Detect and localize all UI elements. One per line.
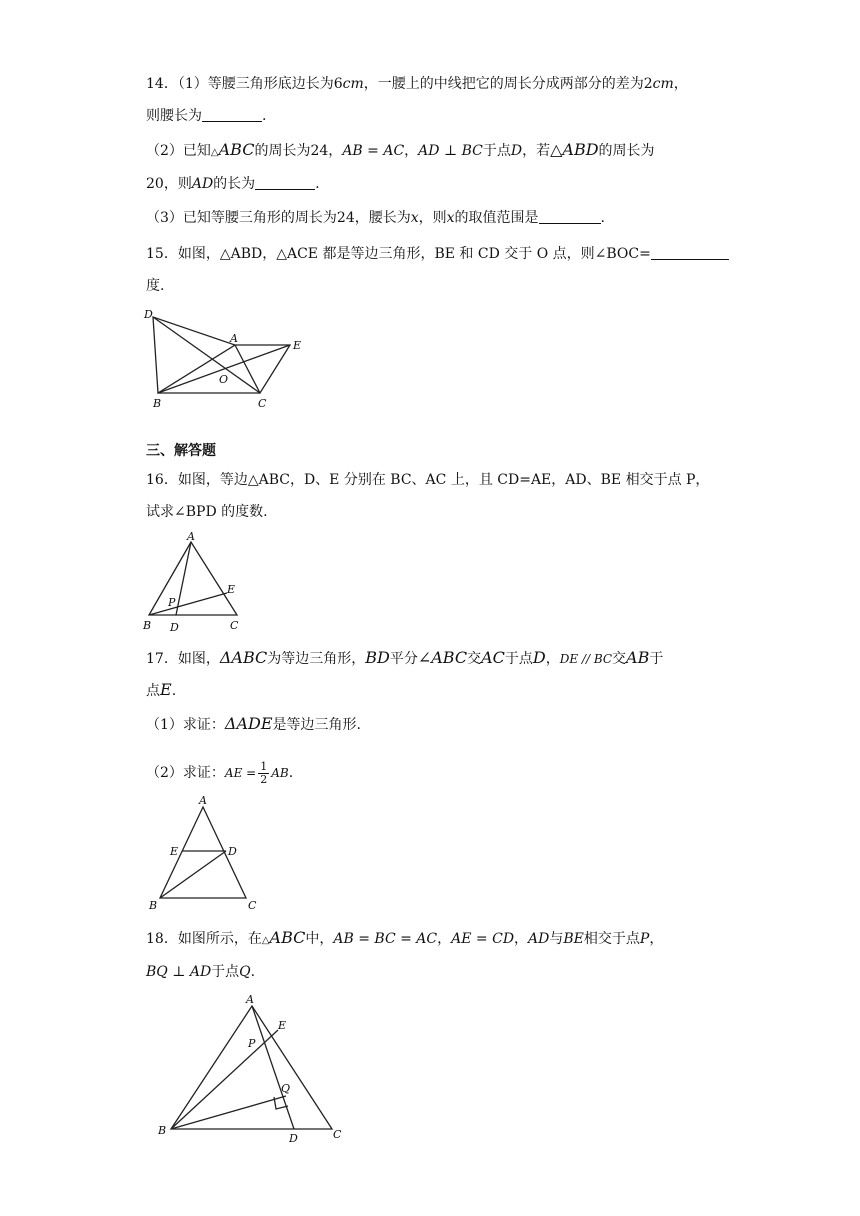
label-C: C	[258, 397, 267, 410]
label-E: E	[278, 1019, 287, 1032]
q14-line-4: 20，则AD的长为 .	[146, 176, 320, 192]
q18-line-1: 18．如图所示，在△ABC中，AB = BC = AC，AE = CD，AD与BE相交于点P，	[146, 928, 664, 947]
answer-blank[interactable]	[255, 175, 315, 190]
label-B: B	[158, 1124, 167, 1137]
q17-line-2: 点E.	[146, 680, 177, 699]
label-E: E	[170, 845, 179, 858]
q14-line-5: （3）已知等腰三角形的周长为24，腰长为x，则x的取值范围是 .	[146, 210, 605, 226]
q16-line-2: 试求∠BPD 的度数.	[146, 504, 268, 520]
q17-line-1: 17．如图，ΔABC为等边三角形，BD平分∠ABC交AC于点D，DE // BC交AB于	[146, 648, 664, 667]
label-O: O	[219, 373, 229, 386]
label-A: A	[230, 332, 238, 345]
answer-blank[interactable]	[539, 209, 601, 224]
label-C: C	[248, 899, 257, 912]
label-P: P	[168, 596, 176, 609]
label-D: D	[170, 621, 179, 634]
label-A: A	[246, 993, 254, 1006]
q15-line-2: 度.	[146, 278, 165, 294]
q17-line-4: （2）求证：AE = $\frac{1}{2}$ AB.	[146, 759, 294, 786]
label-E: E	[293, 339, 302, 352]
q15-line-1: 15．如图，△ABD，△ACE 都是等边三角形，BE 和 CD 交于 O 点，则∠BOC=	[146, 244, 729, 264]
answer-blank[interactable]	[202, 107, 262, 122]
label-E: E	[227, 583, 236, 596]
label-P: P	[248, 1037, 256, 1050]
label-Q: Q	[281, 1082, 291, 1095]
q14-line-3: （2）已知△ABC的周长为24，AB = AC，AD ⊥ BC于点D，若△ABD的周长为	[146, 140, 655, 159]
q14-line-2: 则腰长为 .	[146, 108, 267, 124]
q17-figure	[140, 792, 270, 914]
q14-line-1: 14．（1）等腰三角形底边长为6cm，一腰上的中线把它的周长分成两部分的差为2cm，	[146, 76, 688, 92]
label-B: B	[143, 619, 152, 632]
label-D: D	[144, 308, 153, 321]
q18-line-2: BQ ⊥ AD于点Q.	[146, 964, 256, 980]
label-B: B	[153, 397, 162, 410]
fraction-one-half: $\frac{1}{2}$	[260, 759, 268, 786]
label-A: A	[199, 794, 207, 807]
label-A: A	[187, 530, 195, 543]
label-B: B	[149, 899, 158, 912]
label-D: D	[289, 1132, 298, 1145]
q16-figure	[140, 528, 260, 636]
q16-line-1: 16．如图，等边△ABC，D、E 分别在 BC、AC 上，且 CD=AE，AD、BE 相交于点 P，	[146, 472, 710, 488]
label-D: D	[228, 845, 237, 858]
q17-line-3: （1）求证：ΔADE是等边三角形.	[146, 714, 361, 733]
label-C: C	[230, 619, 239, 632]
q18-figure	[150, 990, 360, 1150]
answer-blank[interactable]	[651, 245, 729, 260]
section-heading: 三、解答题	[146, 443, 216, 459]
label-C: C	[333, 1128, 342, 1141]
q15-figure	[140, 305, 310, 410]
